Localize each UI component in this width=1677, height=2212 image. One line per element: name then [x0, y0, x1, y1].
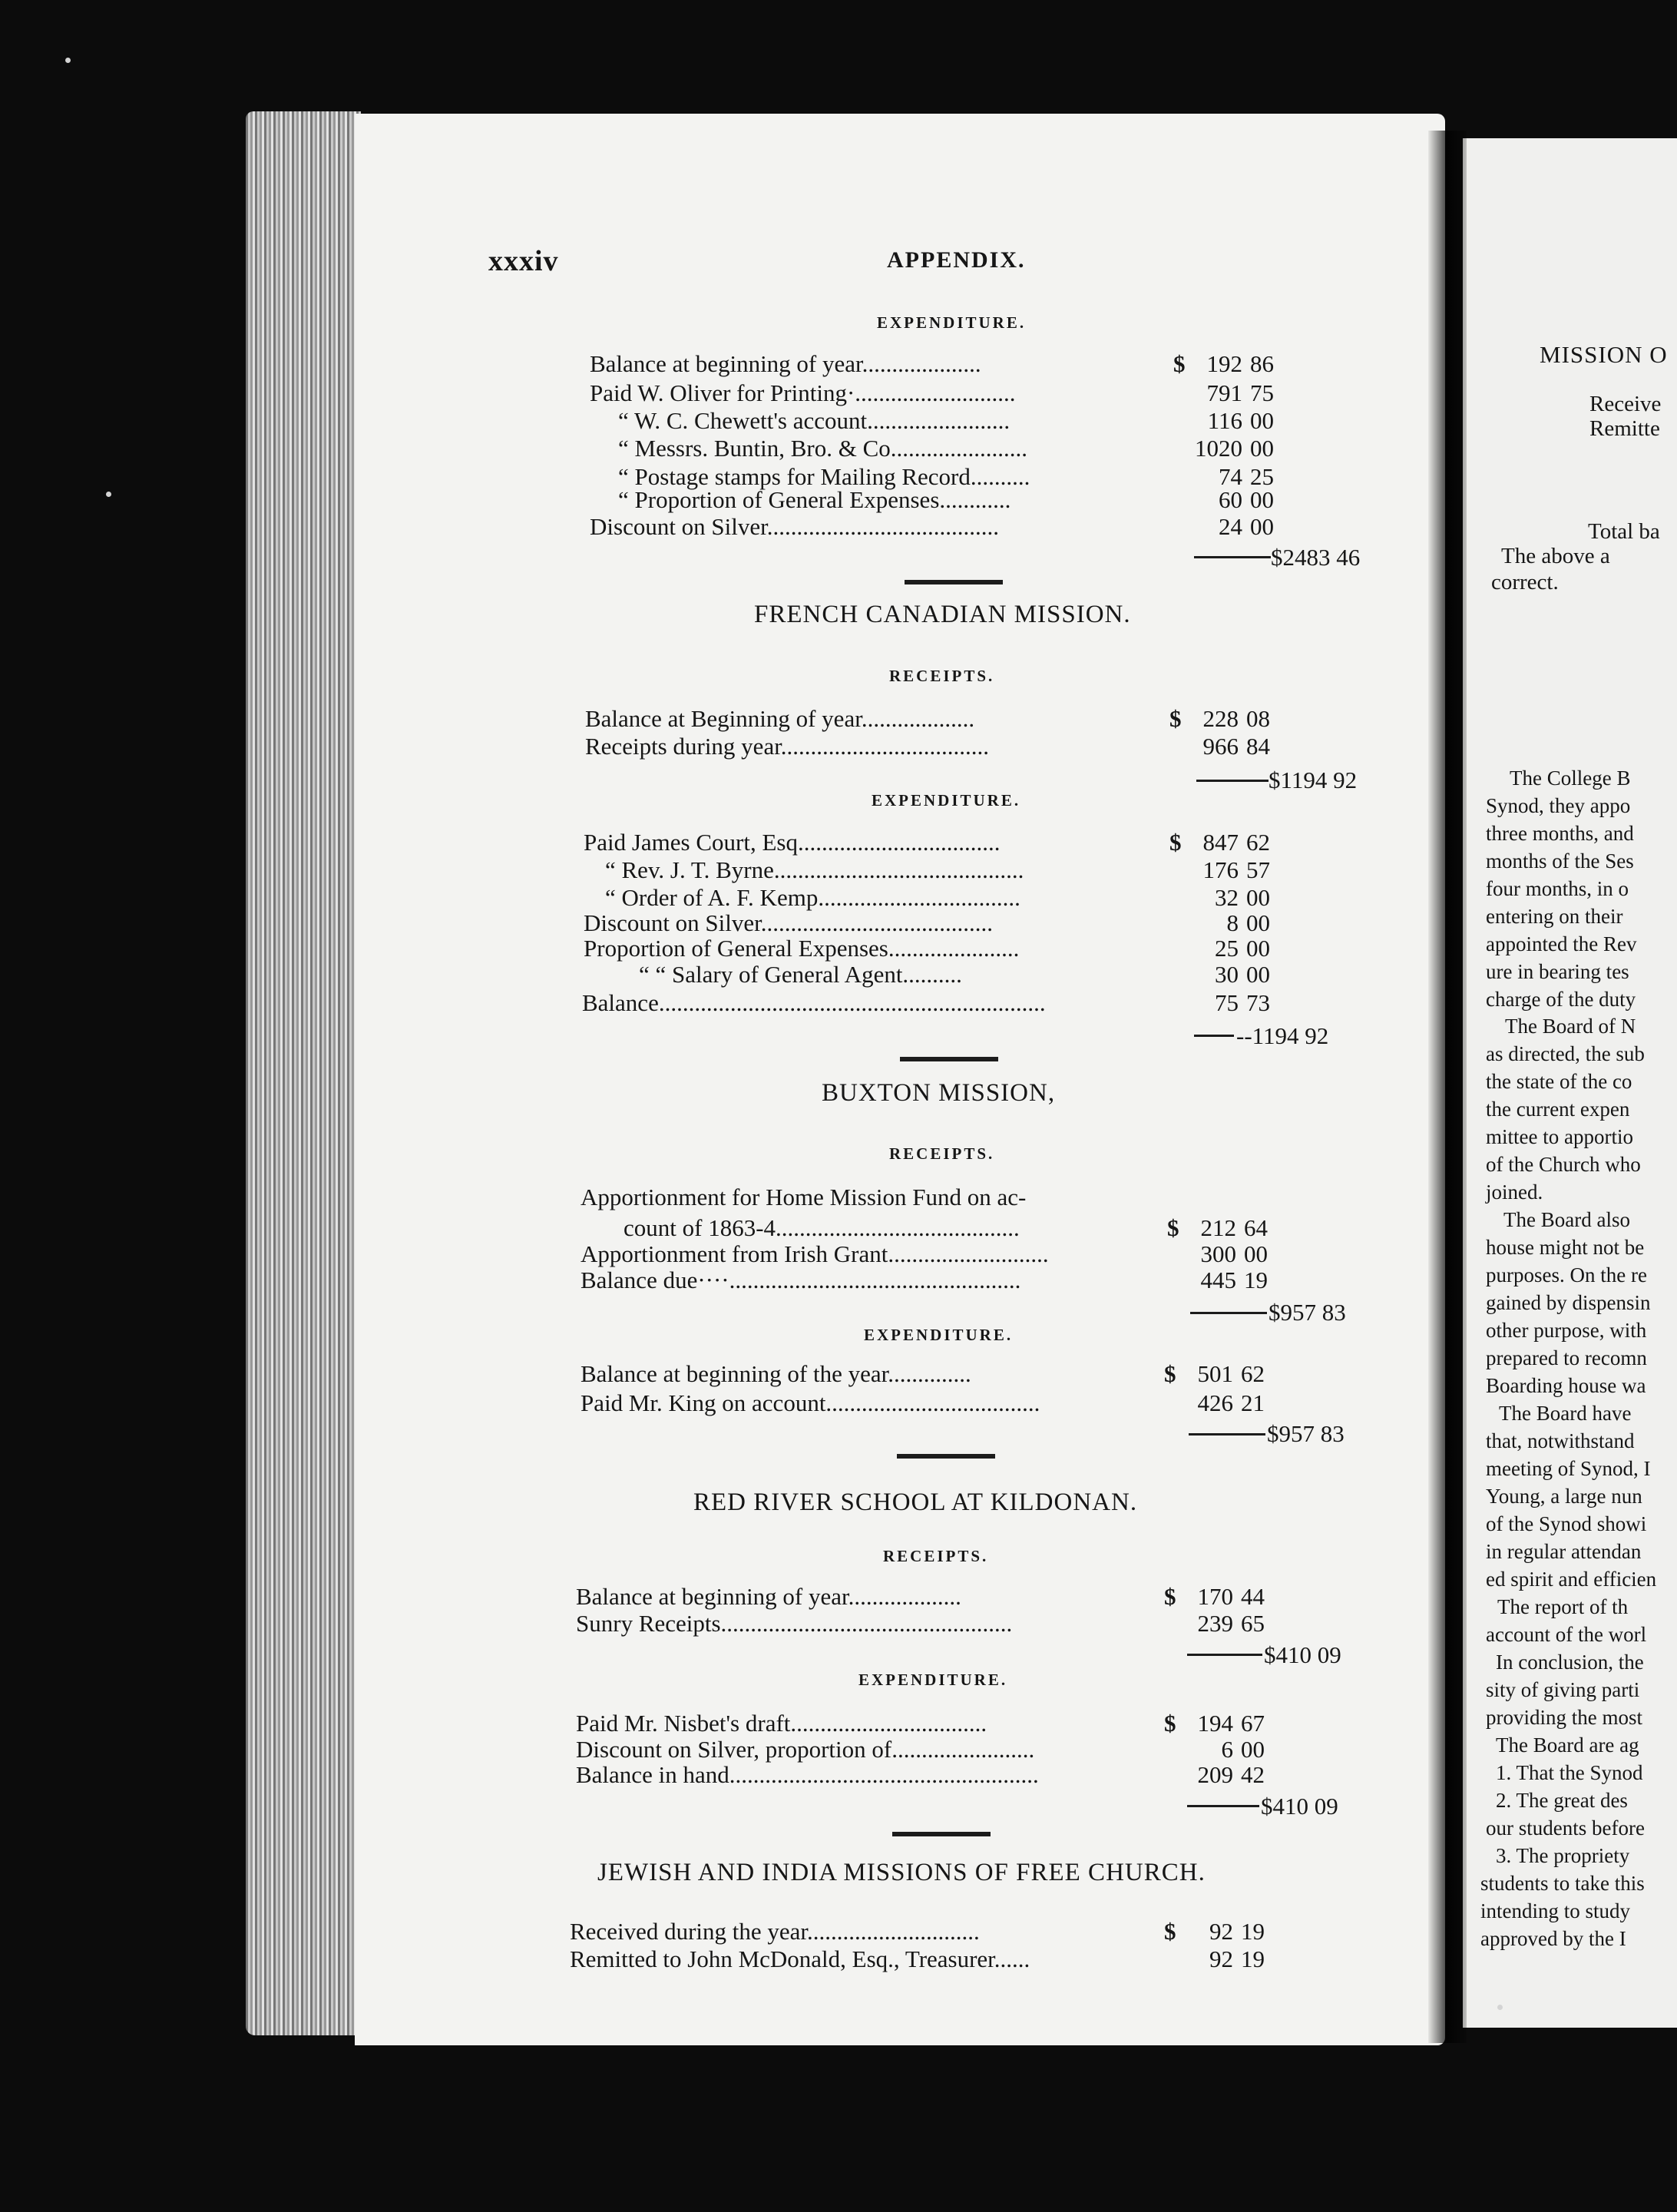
- item-cents: 86: [1250, 350, 1274, 377]
- facing-line: meeting of Synod, I: [1486, 1457, 1651, 1480]
- item-label: Balance.................................................................: [582, 989, 1046, 1016]
- ledger-row: [0, 1609, 1428, 1638]
- ledger-row: [0, 1266, 1428, 1295]
- item-label: “ Order of A. F. Kemp..................................: [605, 884, 1020, 911]
- section-rule: [892, 1832, 991, 1836]
- item-label: Paid James Court, Esq..................................: [584, 829, 1001, 856]
- item-amount: 32: [1215, 884, 1239, 911]
- ledger-row: [0, 1917, 1428, 1946]
- french-mission-title: FRENCH CANADIAN MISSION.: [754, 601, 1131, 628]
- ledger-row: [0, 856, 1428, 885]
- facing-line: ed spirit and efficien: [1486, 1568, 1657, 1591]
- dollar-sign: $: [1169, 829, 1182, 856]
- item-label: Paid W. Oliver for Printing·...........................: [590, 379, 1016, 406]
- facing-line: the current expen: [1486, 1098, 1630, 1121]
- item-label: count of 1863-4.........................................: [624, 1214, 1020, 1241]
- facing-line: of the Synod showi: [1486, 1512, 1647, 1535]
- item-cents: 00: [1250, 486, 1274, 513]
- red-river-receipts-heading: RECEIPTS.: [883, 1547, 989, 1565]
- item-cents: 84: [1246, 733, 1270, 760]
- item-label: Proportion of General Expenses......................: [584, 935, 1020, 962]
- jewish-missions-title: JEWISH AND INDIA MISSIONS OF FREE CHURCH.: [597, 1859, 1206, 1886]
- item-cents: 21: [1241, 1389, 1265, 1416]
- facing-line: purposes. On the re: [1486, 1263, 1647, 1286]
- section-rule: [905, 580, 1003, 584]
- item-cents: 65: [1241, 1610, 1265, 1637]
- buxton-expenditure-heading: EXPENDITURE.: [864, 1326, 1014, 1344]
- total-dash: [1187, 1805, 1259, 1807]
- facing-line: Total ba: [1588, 519, 1660, 544]
- item-cents: 64: [1244, 1214, 1268, 1241]
- item-label: Apportionment from Irish Grant...........................: [580, 1240, 1049, 1267]
- item-cents: 00: [1246, 909, 1270, 936]
- facing-line: The above a: [1501, 544, 1610, 568]
- facing-line: Young, a large nun: [1486, 1485, 1642, 1508]
- item-label: Remitted to John McDonald, Esq., Treasurer......: [570, 1945, 1030, 1972]
- ledger-row: [0, 732, 1428, 761]
- total-dash: [1190, 1312, 1267, 1314]
- total-dash: [1194, 556, 1271, 558]
- item-amount: 192: [1206, 350, 1242, 377]
- facing-line: The Board have: [1499, 1402, 1632, 1425]
- section-rule: [897, 1454, 995, 1459]
- item-amount: 966: [1202, 733, 1239, 760]
- item-label: Discount on Silver, proportion of........................: [576, 1736, 1035, 1763]
- dollar-sign: $: [1164, 1710, 1176, 1737]
- red-river-expenditure-heading: EXPENDITURE.: [858, 1671, 1008, 1689]
- item-label: Sunry Receipts.................................................: [576, 1610, 1013, 1637]
- facing-line: Boarding house wa: [1486, 1374, 1646, 1397]
- red-river-title: RED RIVER SCHOOL AT KILDONAN.: [693, 1488, 1138, 1516]
- facing-line: Remitte: [1589, 416, 1660, 441]
- ledger-row: [0, 434, 1428, 463]
- item-label: Paid Mr. Nisbet's draft.................................: [576, 1710, 987, 1737]
- facing-line: our students before: [1486, 1816, 1645, 1839]
- facing-line: ure in bearing tes: [1486, 960, 1629, 983]
- item-label: Discount on Silver.......................................: [590, 513, 1000, 540]
- section1-total: $2483 46: [1271, 544, 1361, 571]
- ledger-row: [0, 1240, 1428, 1269]
- total-dash: [1196, 780, 1268, 782]
- facing-line: The College B: [1510, 767, 1631, 790]
- item-amount: 170: [1197, 1583, 1233, 1610]
- ledger-row: [0, 379, 1428, 408]
- item-cents: 00: [1250, 513, 1274, 540]
- ledger-row: [0, 934, 1428, 963]
- item-cents: 00: [1246, 884, 1270, 911]
- facing-line: sity of giving parti: [1486, 1678, 1640, 1701]
- item-amount: 426: [1197, 1389, 1233, 1416]
- item-amount: 209: [1197, 1761, 1233, 1788]
- facing-line: The Board also: [1503, 1208, 1630, 1231]
- facing-line: 2. The great des: [1496, 1789, 1628, 1812]
- facing-line: students to take this: [1480, 1872, 1645, 1895]
- item-cents: 00: [1246, 935, 1270, 962]
- facing-line: the state of the co: [1486, 1070, 1632, 1093]
- item-amount: 194: [1197, 1710, 1233, 1737]
- french-expenditure-total: --1194 92: [1236, 1022, 1329, 1049]
- item-amount: 24: [1219, 513, 1242, 540]
- facing-line: MISSION O: [1540, 341, 1668, 368]
- french-receipts-heading: RECEIPTS.: [889, 667, 995, 685]
- buxton-receipts-total: $957 83: [1268, 1299, 1346, 1326]
- item-amount: 847: [1202, 829, 1239, 856]
- item-cents: 62: [1246, 829, 1270, 856]
- item-cents: 19: [1241, 1945, 1265, 1972]
- facing-line: The Board of N: [1505, 1015, 1636, 1038]
- facing-line: in regular attendan: [1486, 1540, 1642, 1563]
- dollar-sign: $: [1167, 1214, 1179, 1241]
- item-label: “ “ Salary of General Agent..........: [639, 961, 962, 988]
- buxton-receipts-heading: RECEIPTS.: [889, 1144, 995, 1163]
- item-cents: 00: [1244, 1240, 1268, 1267]
- item-amount: 445: [1200, 1267, 1236, 1293]
- facing-line: approved by the I: [1480, 1927, 1626, 1950]
- item-label: Receipts during year...................................: [585, 733, 990, 760]
- ledger-row: [0, 828, 1428, 857]
- item-cents: 57: [1246, 856, 1270, 883]
- item-label: Balance at beginning of year....................: [590, 350, 981, 377]
- item-amount: 228: [1202, 705, 1239, 732]
- facing-line: prepared to recomn: [1486, 1346, 1647, 1369]
- item-label: Received during the year.............................: [570, 1918, 980, 1945]
- item-amount: 116: [1207, 407, 1242, 434]
- scan-speck: [1497, 2005, 1503, 2010]
- section-rule: [900, 1057, 998, 1061]
- facing-line: The Board are ag: [1496, 1734, 1639, 1757]
- running-head: APPENDIX.: [887, 247, 1026, 273]
- item-cents: 42: [1241, 1761, 1265, 1788]
- facing-line: Receive: [1589, 392, 1662, 416]
- facing-line: providing the most: [1486, 1706, 1642, 1729]
- item-cents: 00: [1250, 435, 1274, 462]
- item-label: “ Messrs. Buntin, Bro. & Co.......................: [618, 435, 1028, 462]
- facing-line: mittee to apportio: [1486, 1125, 1633, 1148]
- item-label: “ Postage stamps for Mailing Record..........: [618, 463, 1030, 490]
- item-label: Balance at beginning of year...................: [576, 1583, 961, 1610]
- item-amount: 8: [1226, 909, 1239, 936]
- facing-line: house might not be: [1486, 1236, 1645, 1259]
- facing-line: joined.: [1486, 1181, 1543, 1204]
- item-amount: 74: [1219, 463, 1242, 490]
- ledger-row: [0, 1214, 1428, 1243]
- ledger-row: [0, 406, 1428, 435]
- scan-speck: [65, 58, 71, 63]
- facing-line: four months, in o: [1486, 877, 1629, 900]
- total-dash: [1187, 1654, 1262, 1656]
- item-amount: 239: [1197, 1610, 1233, 1637]
- item-cents: 08: [1246, 705, 1270, 732]
- item-label: “ Rev. J. T. Byrne..........................................: [605, 856, 1024, 883]
- facing-line: charge of the duty: [1486, 988, 1636, 1011]
- french-expenditure-heading: EXPENDITURE.: [872, 791, 1021, 810]
- item-amount: 176: [1202, 856, 1239, 883]
- page-number: xxxiv: [488, 245, 559, 277]
- item-amount: 60: [1219, 486, 1242, 513]
- dollar-sign: $: [1164, 1583, 1176, 1610]
- dollar-sign: $: [1169, 705, 1182, 732]
- item-cents: 44: [1241, 1583, 1265, 1610]
- total-dash: [1189, 1433, 1265, 1435]
- facing-line: 1. That the Synod: [1496, 1761, 1643, 1784]
- item-label: Discount on Silver.......................................: [584, 909, 994, 936]
- item-amount: 212: [1200, 1214, 1236, 1241]
- item-amount: 92: [1209, 1945, 1233, 1972]
- item-cents: 75: [1250, 379, 1274, 406]
- item-cents: 00: [1246, 961, 1270, 988]
- ledger-row: [0, 1709, 1428, 1738]
- item-cents: 67: [1241, 1710, 1265, 1737]
- item-amount: 501: [1197, 1360, 1233, 1387]
- item-amount: 25: [1215, 935, 1239, 962]
- item-label: Balance at Beginning of year...................: [585, 705, 975, 732]
- item-label: “ W. C. Chewett's account........................: [618, 407, 1011, 434]
- item-label: Balance at beginning of the year..............: [580, 1360, 971, 1387]
- item-amount: 300: [1200, 1240, 1236, 1267]
- facing-line: of the Church who: [1486, 1153, 1641, 1176]
- total-dash: [1194, 1035, 1234, 1037]
- red-river-expenditure-total: $410 09: [1261, 1793, 1338, 1820]
- ledger-row: [0, 1389, 1428, 1418]
- facing-line: three months, and: [1486, 822, 1634, 845]
- facing-line: 3. The propriety: [1496, 1844, 1630, 1867]
- section1-expenditure-heading: EXPENDITURE.: [877, 313, 1027, 332]
- ledger-row: [0, 349, 1428, 379]
- ledger-row: [0, 1945, 1428, 1974]
- item-cents: 19: [1244, 1267, 1268, 1293]
- item-cents: 00: [1250, 407, 1274, 434]
- item-amount: 791: [1206, 379, 1242, 406]
- facing-line: intending to study: [1480, 1899, 1630, 1922]
- ledger-row: [0, 704, 1428, 733]
- item-cents: 19: [1241, 1918, 1265, 1945]
- item-amount: 1020: [1195, 435, 1242, 462]
- item-amount: 30: [1215, 961, 1239, 988]
- item-cents: 62: [1241, 1360, 1265, 1387]
- ledger-row: [0, 960, 1428, 989]
- item-label: Balance in hand....................................................: [576, 1761, 1039, 1788]
- buxton-expenditure-total: $957 83: [1267, 1420, 1345, 1447]
- item-cents: 73: [1246, 989, 1270, 1016]
- item-amount: 92: [1209, 1918, 1233, 1945]
- facing-line: Synod, they appo: [1486, 794, 1631, 817]
- facing-line: other purpose, with: [1486, 1319, 1647, 1342]
- dollar-sign: $: [1173, 350, 1186, 377]
- dollar-sign: $: [1164, 1360, 1176, 1387]
- facing-line: entering on their: [1486, 905, 1623, 928]
- facing-line: In conclusion, the: [1496, 1651, 1644, 1674]
- item-label-line1: Apportionment for Home Mission Fund on ac-: [580, 1184, 1027, 1210]
- item-amount: 6: [1221, 1736, 1233, 1763]
- buxton-mission-title: BUXTON MISSION,: [822, 1079, 1056, 1107]
- ledger-row: [0, 988, 1428, 1018]
- ledger-row: [0, 1359, 1428, 1389]
- item-amount: 75: [1215, 989, 1239, 1016]
- book-gutter: [1428, 131, 1467, 2043]
- french-receipts-total: $1194 92: [1268, 767, 1358, 793]
- facing-line: correct.: [1491, 570, 1559, 594]
- facing-line: The report of th: [1497, 1595, 1629, 1618]
- facing-line: months of the Ses: [1486, 849, 1634, 873]
- red-river-receipts-total: $410 09: [1264, 1641, 1341, 1668]
- ledger-row: [0, 512, 1428, 541]
- item-label: “ Proportion of General Expenses............: [618, 486, 1011, 513]
- item-cents: 25: [1250, 463, 1274, 490]
- facing-line: gained by dispensin: [1486, 1291, 1651, 1314]
- ledger-row: [0, 1760, 1428, 1790]
- item-label: Paid Mr. King on account....................................: [580, 1389, 1040, 1416]
- item-cents: 00: [1241, 1736, 1265, 1763]
- facing-line: appointed the Rev: [1486, 932, 1637, 955]
- dollar-sign: $: [1164, 1918, 1176, 1945]
- item-label: Balance due····.................................................: [580, 1267, 1021, 1293]
- ledger-row: [0, 485, 1428, 515]
- facing-line: account of the worl: [1486, 1623, 1647, 1646]
- facing-line: as directed, the sub: [1486, 1042, 1645, 1065]
- facing-line: that, notwithstand: [1486, 1429, 1635, 1452]
- ledger-row: [0, 1582, 1428, 1611]
